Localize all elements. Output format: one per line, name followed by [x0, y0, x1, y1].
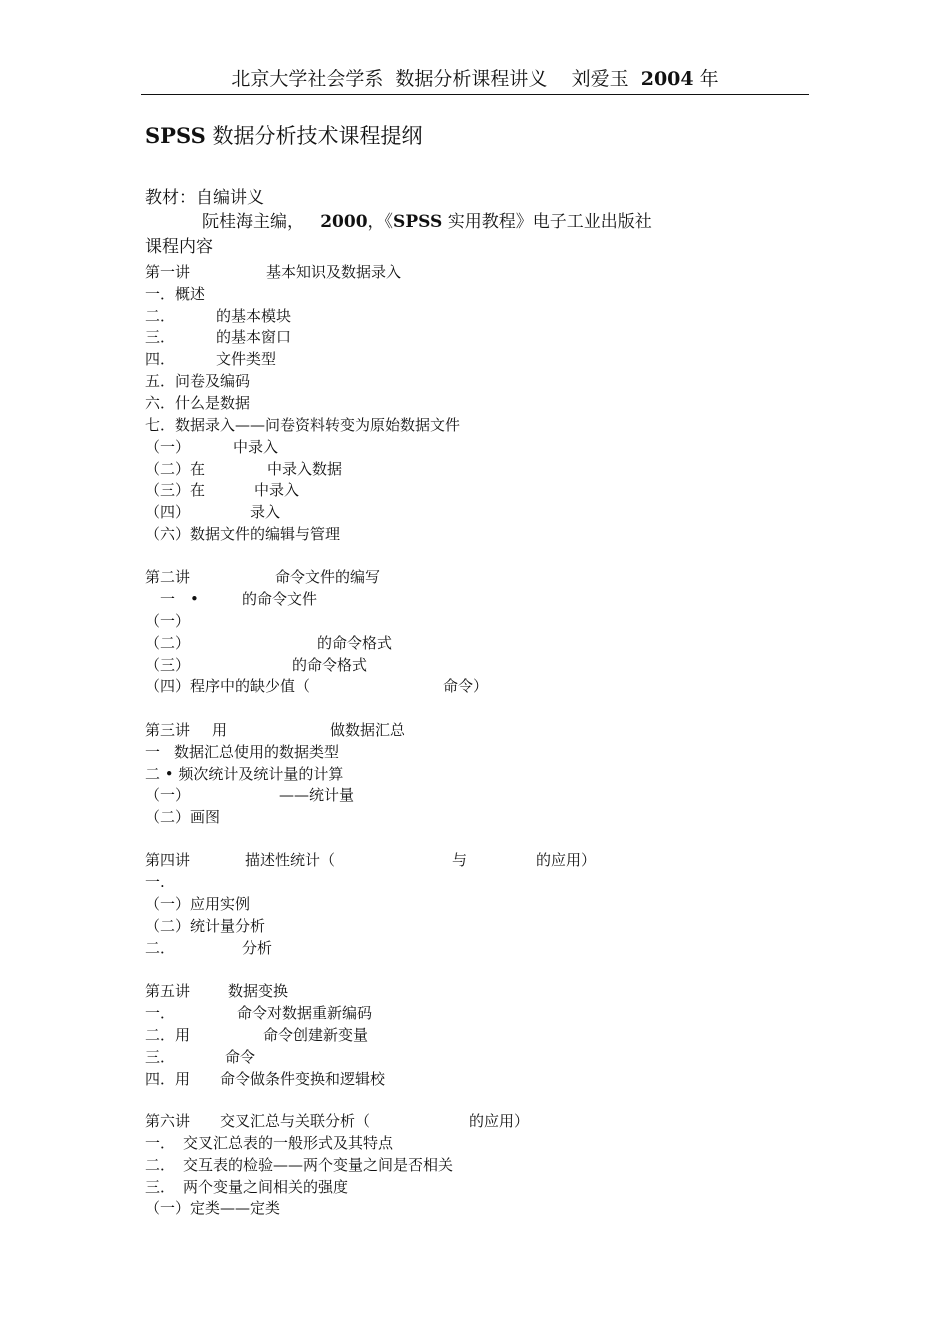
- outline-item-segment: 文件类型: [216, 350, 277, 368]
- outline-item-segment: 数据变换: [228, 982, 289, 1000]
- outline-item-segment: •: [190, 590, 199, 608]
- running-header: [141, 66, 809, 92]
- textbook-reference: [202, 210, 652, 234]
- title-rest: 数据分析技术课程提纲: [212, 124, 423, 148]
- outline-item-segment: 数据汇总使用的数据类型: [174, 743, 340, 761]
- outline-item-segment: 命令对数据重新编码: [237, 1004, 373, 1022]
- outline-item: 三．: [145, 1048, 176, 1066]
- header-year-suffix: 年: [699, 68, 719, 90]
- outline-item: 一．: [145, 1134, 176, 1152]
- document-title: [145, 122, 423, 150]
- outline-item: 七．数据录入——问卷资料转变为原始数据文件: [145, 416, 461, 434]
- outline-item: 第四讲: [145, 851, 191, 869]
- outline-item-segment: 命令做条件变换和逻辑校: [220, 1070, 386, 1088]
- outline-item-segment: 用: [212, 721, 228, 739]
- outline-item: （一）定类——定类: [145, 1199, 281, 1217]
- outline-item-segment: 的应用）: [536, 851, 597, 869]
- textbook-ref-title: 实用教程》电子工业出版社: [447, 212, 652, 232]
- outline-item-segment: 命令: [225, 1048, 256, 1066]
- outline-item-segment: 分析: [242, 939, 273, 957]
- outline-item: 一.: [145, 873, 165, 891]
- outline-item-segment: 命令创建新变量: [263, 1026, 369, 1044]
- textbook-ref-year: 2000: [320, 212, 368, 232]
- outline-item: （四）: [145, 503, 191, 521]
- outline-item-segment: 两个变量之间相关的强度: [183, 1178, 349, 1196]
- outline-item: （六）数据文件的编辑与管理: [145, 525, 341, 543]
- outline-item: 二．: [145, 1156, 176, 1174]
- outline-item-segment: 中录入数据: [267, 460, 343, 478]
- outline-item: 二．用: [145, 1026, 191, 1044]
- outline-item-segment: 中录入: [254, 481, 300, 499]
- content-heading: 课程内容: [145, 237, 213, 257]
- outline-item-segment: 中录入: [233, 438, 279, 456]
- outline-item: 三．: [145, 1178, 176, 1196]
- outline-item: 一: [160, 590, 176, 608]
- outline-item: 二 • 频次统计及统计量的计算: [145, 765, 344, 783]
- outline-item-segment: 描述性统计（: [245, 851, 336, 869]
- outline-item-segment: 与: [452, 851, 468, 869]
- outline-item: （三）在: [145, 481, 206, 499]
- outline-item: 一: [145, 743, 161, 761]
- outline-item: （二）统计量分析: [145, 917, 266, 935]
- outline-item: 第五讲: [145, 982, 191, 1000]
- outline-item: 二．: [145, 939, 176, 957]
- outline-item: （四）程序中的缺少值（: [145, 677, 311, 695]
- outline-item-segment: ——统计量: [279, 786, 355, 804]
- header-course: 数据分析课程讲义: [395, 68, 548, 90]
- outline-item-segment: 命令）: [443, 677, 489, 695]
- outline-item-segment: 交叉汇总与关联分析（: [220, 1112, 371, 1130]
- outline-item-segment: 的命令格式: [317, 634, 393, 652]
- header-dept: 北京大学社会学系: [231, 68, 384, 90]
- title-spss: SPSS: [145, 123, 206, 148]
- outline-item-segment: 交互表的检验——两个变量之间是否相关: [183, 1156, 454, 1174]
- outline-item: 五．问卷及编码: [145, 372, 251, 390]
- outline-item: 一．: [145, 1004, 176, 1022]
- textbook-label: 教材：自编讲义: [145, 188, 264, 208]
- outline-item: 二．: [145, 307, 176, 325]
- outline-item-segment: 基本知识及数据录入: [266, 263, 402, 281]
- outline-item: （一）: [145, 786, 191, 804]
- textbook-ref-prefix: 阮桂海主编，: [202, 212, 304, 232]
- outline-item: （三）: [145, 656, 191, 674]
- outline-item: 四．用: [145, 1070, 191, 1088]
- outline-item: 第二讲: [145, 568, 191, 586]
- outline-item: 四．: [145, 350, 176, 368]
- header-year: 2004: [640, 68, 694, 90]
- outline-item: 一．概述: [145, 285, 206, 303]
- header-rule: [141, 94, 809, 95]
- outline-item: 第三讲: [145, 721, 191, 739]
- outline-item: （一）: [145, 438, 191, 456]
- outline-item: 六．什么是数据: [145, 394, 251, 412]
- outline-item-segment: 的基本模块: [216, 307, 292, 325]
- outline-item-segment: 的基本窗口: [216, 328, 292, 346]
- outline-item: 三．: [145, 328, 176, 346]
- header-author: 刘爱玉: [571, 68, 629, 90]
- outline-item: （一）应用实例: [145, 895, 251, 913]
- outline-item-segment: 的命令文件: [242, 590, 318, 608]
- outline-item-segment: 录入: [250, 503, 281, 521]
- outline-item-segment: 交叉汇总表的一般形式及其特点: [183, 1134, 394, 1152]
- outline-item-segment: 的命令格式: [292, 656, 368, 674]
- outline-item: （一）: [145, 612, 191, 630]
- outline-item-segment: 命令文件的编写: [275, 568, 381, 586]
- outline-item-segment: 做数据汇总: [330, 721, 406, 739]
- outline-item-segment: 的应用）: [469, 1112, 530, 1130]
- outline-item: 第六讲: [145, 1112, 191, 1130]
- textbook-ref-sep: ，《: [367, 212, 394, 232]
- textbook-ref-spss: SPSS: [393, 212, 443, 232]
- outline-item: （二）在: [145, 460, 206, 478]
- outline-item: （二）: [145, 634, 191, 652]
- outline-item: 第一讲: [145, 263, 191, 281]
- outline-item: （二）画图: [145, 808, 221, 826]
